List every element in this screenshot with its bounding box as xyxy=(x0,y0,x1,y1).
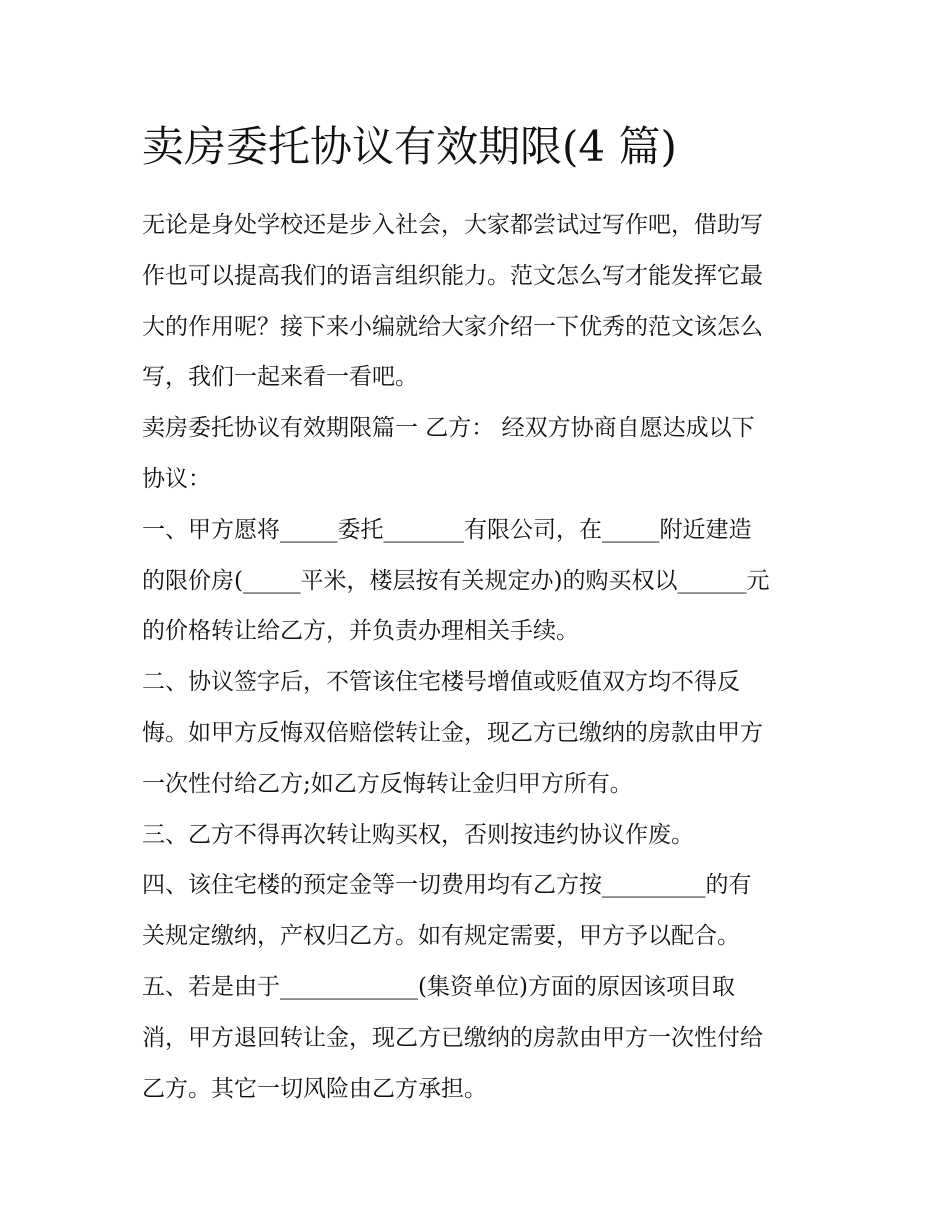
text-line: 写，我们一起来看一看吧。 xyxy=(142,364,418,391)
clause-5-paragraph xyxy=(142,962,814,1114)
text-line: 一、甲方愿将_____委托_______有限公司，在_____附近建造 xyxy=(142,516,752,543)
text-line: 作也可以提高我们的语言组织能力。范文怎么写才能发挥它最 xyxy=(142,262,763,289)
text-line: 大的作用呢？接下来小编就给大家介绍一下优秀的范文该怎么 xyxy=(142,313,763,340)
document-body xyxy=(142,112,814,1114)
text-line: 一次性付给乙方;如乙方反悔转让金归甲方所有。 xyxy=(142,770,633,797)
text-line: 关规定缴纳，产权归乙方。如有规定需要，甲方予以配合。 xyxy=(142,923,740,950)
text-line: 二、协议签字后，不管该住宅楼号增值或贬值双方均不得反 xyxy=(142,669,740,696)
text-line: 的价格转让给乙方，并负责办理相关手续。 xyxy=(142,618,579,645)
intro-paragraph xyxy=(142,200,814,403)
text-line: 卖房委托协议有效期限篇一 乙方： 经双方协商自愿达成以下 xyxy=(142,415,755,442)
text-line: 的限价房(_____平米，楼层按有关规定办)的购买权以______元 xyxy=(142,567,770,594)
text-line: 消，甲方退回转让金，现乙方已缴纳的房款由甲方一次性付给 xyxy=(142,1024,763,1051)
section-heading-paragraph xyxy=(142,403,814,505)
text-line: 无论是身处学校还是步入社会，大家都尝试过写作吧，借助写 xyxy=(142,212,763,238)
text-line: 三、乙方不得再次转让购买权，否则按违约协议作废。 xyxy=(142,821,694,848)
text-line: 协议： xyxy=(142,465,211,492)
text-line: 五、若是由于____________(集资单位)方面的原因该项目取 xyxy=(142,973,735,1000)
clause-1-paragraph xyxy=(142,505,814,657)
clause-3-paragraph xyxy=(142,810,814,861)
text-line: 四、该住宅楼的预定金等一切费用均有乙方按_________的有 xyxy=(142,872,752,899)
document-title: 卖房委托协议有效期限(4 篇) xyxy=(142,122,677,171)
clause-4-paragraph xyxy=(142,860,814,962)
text-line: 乙方。其它一切风险由乙方承担。 xyxy=(142,1075,487,1102)
text-line: 悔。如甲方反悔双倍赔偿转让金，现乙方已缴纳的房款由甲方 xyxy=(142,719,763,746)
clause-2-paragraph xyxy=(142,657,814,809)
